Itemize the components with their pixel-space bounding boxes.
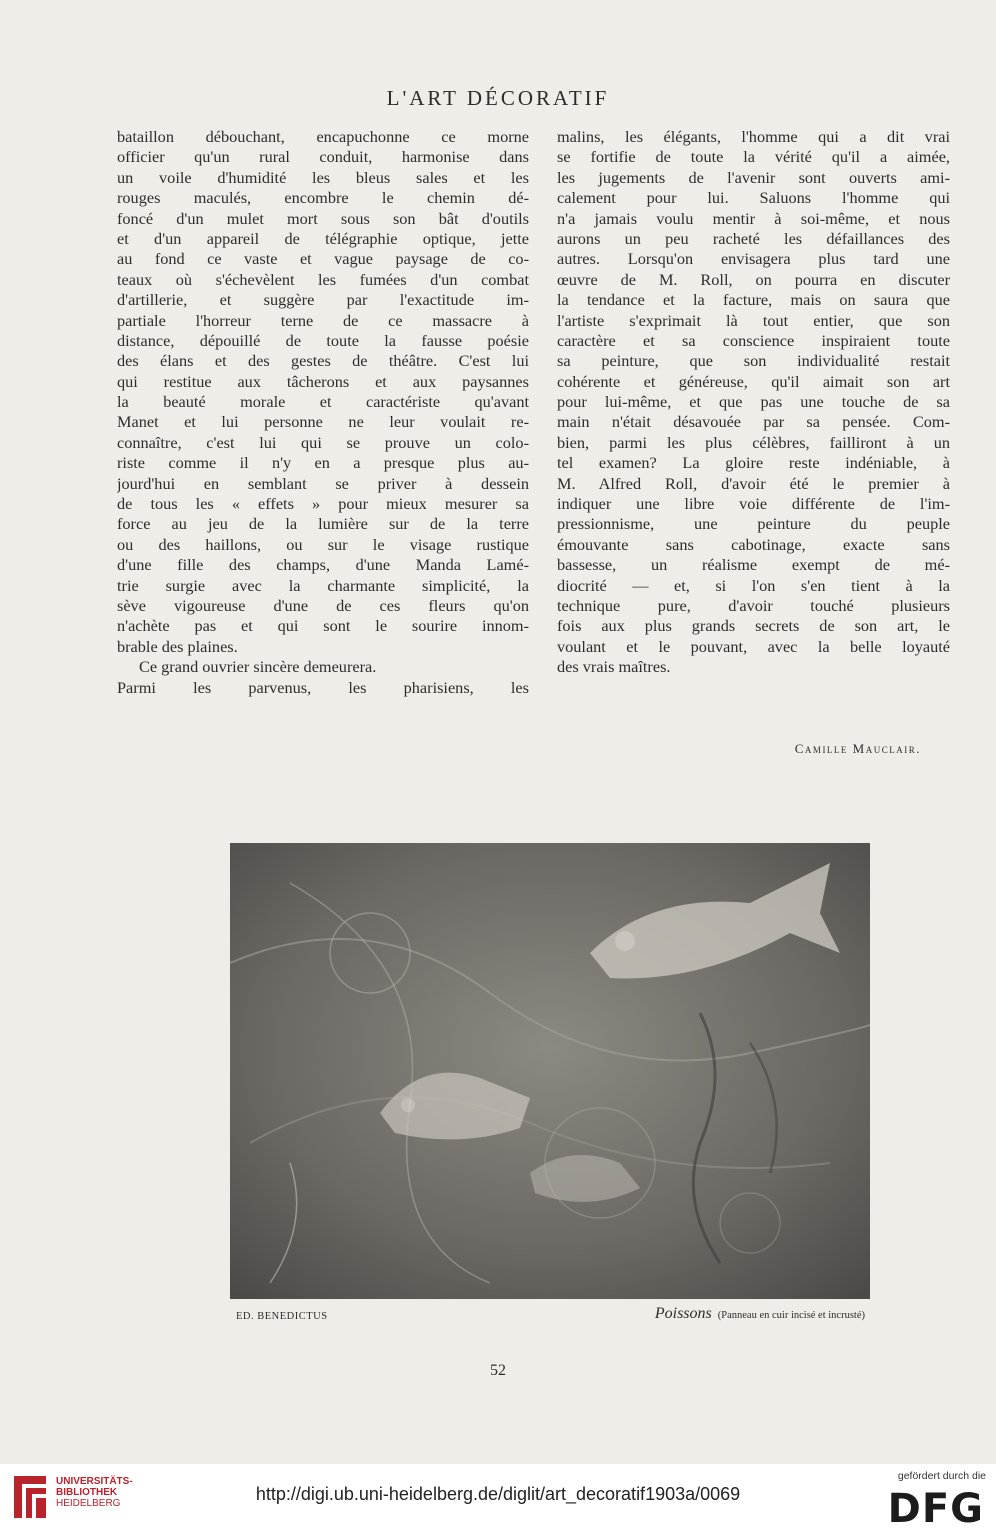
text-line: Manet et lui personne ne leur voulait re-	[117, 412, 529, 432]
text-line: l'artiste s'exprimait là tout entier, que son	[557, 310, 950, 330]
caption-artist: ED. BENEDICTUS	[236, 1311, 328, 1322]
text-line: Ce grand ouvrier sincère demeurera.	[139, 657, 377, 677]
text-line: malins, les élégants, l'homme qui a dit vrai	[557, 127, 950, 146]
text-line: des vrais maîtres.	[557, 657, 671, 677]
text-line: brable des plaines.	[117, 636, 238, 656]
text-line: teaux où s'échevèlent les fumées d'un combat	[117, 269, 529, 289]
text-line: rouges maculés, encombre le chemin dé-	[117, 188, 529, 208]
text-line: œuvre de M. Roll, on pourra en discuter	[557, 269, 950, 289]
text-line: caractère et sa conscience inspiraient toute	[557, 330, 950, 350]
fish-panel-artwork	[230, 843, 870, 1299]
text-line: diocrité — et, si l'on s'en tient à la	[557, 575, 950, 595]
text-line: bataillon débouchant, encapuchonne ce morne	[117, 127, 529, 146]
text-line: indiquer une libre voie différente de l'im-	[557, 494, 950, 514]
text-line: bien, parmi les plus célèbres, failliront à un	[557, 432, 950, 452]
text-line: d'une fille des champs, d'une Manda Lamé-	[117, 555, 529, 575]
text-line: et d'un appareil de télégraphie optique, jette	[117, 228, 529, 248]
caption-note: (Panneau en cuir incisé et incrusté)	[717, 1310, 865, 1321]
text-line: un voile d'humidité les bleus sales et les	[117, 167, 529, 187]
permalink-url[interactable]: http://digi.ub.uni-heidelberg.de/diglit/art_decoratif1903a/0069	[255, 1484, 741, 1504]
text-line: tel examen? La gloire reste indéniable, à	[557, 453, 950, 473]
caption-title	[655, 1305, 865, 1323]
funding-label: gefördert durch die	[897, 1470, 986, 1482]
text-line: technique pure, d'avoir touché plusieurs	[557, 595, 950, 615]
text-line: d'artillerie, et suggère par l'exactitude im-	[117, 290, 529, 310]
illustration-poissons	[230, 843, 870, 1299]
library-name-line3: HEIDELBERG	[56, 1498, 121, 1509]
text-line: se fortifie de toute la vérité qu'il a aimée,	[557, 147, 950, 167]
text-column-left	[117, 127, 529, 698]
text-line: voulant et le pouvant, avec la belle loyauté	[557, 636, 950, 656]
text-column-right	[557, 127, 950, 678]
text-line: pour lui-même, et que pas une touche de sa	[557, 392, 950, 412]
text-line: calement pour lui. Saluons l'homme qui	[557, 188, 950, 208]
text-line: ou des haillons, ou sur le visage rustique	[117, 534, 529, 554]
text-line: connaître, c'est lui qui se prouve un colo-	[117, 432, 529, 452]
text-line: des élans et des gestes de théâtre. C'est lui	[117, 351, 529, 371]
author-signature: Camille Mauclair.	[794, 741, 921, 756]
library-name-line1: UNIVERSITÄTS-	[56, 1476, 133, 1487]
text-line: force au jeu de la lumière sur de la terre	[117, 514, 529, 534]
text-line: de tous les « effets » pour mieux mesurer sa	[117, 494, 529, 514]
running-head: L'ART DÉCORATIF	[386, 86, 610, 110]
text-line: autres. Lorsqu'on envisagera plus tard une	[557, 249, 950, 269]
text-line: les jugements de l'avenir sont ouverts ami-	[557, 167, 950, 187]
text-line: qui restitue aux tâcherons et aux paysannes	[117, 371, 529, 391]
text-line: n'a jamais voulu mentir à soi-même, et nous	[557, 208, 950, 228]
text-line: au fond ce vaste et vague paysage de co-	[117, 249, 529, 269]
text-line: émouvante sans cabotinage, exacte sans	[557, 534, 950, 554]
text-line: pressionnisme, une peinture du peuple	[557, 514, 950, 534]
text-line: M. Alfred Roll, d'avoir été le premier à	[557, 473, 950, 493]
page-number: 52	[490, 1362, 506, 1379]
dfg-logo: DFG	[887, 1486, 984, 1532]
text-line: la beauté morale et caractériste qu'avant	[117, 392, 529, 412]
text-line: foncé d'un mulet mort sous son bât d'outils	[117, 208, 529, 228]
text-line: fois aux plus grands secrets de son art, le	[557, 616, 950, 636]
caption-work-title: Poissons	[654, 1305, 712, 1322]
text-line: sève vigoureuse d'une de ces fleurs qu'on	[117, 595, 529, 615]
text-line: bassesse, un réalisme exempt de mé-	[557, 555, 950, 575]
text-line: aurons un peu racheté les défaillances des	[557, 228, 950, 248]
text-line: n'achète pas et qui sont le sourire innom-	[117, 616, 529, 636]
text-line: officier qu'un rural conduit, harmonise dans	[117, 147, 529, 167]
text-line: partiale l'horreur terne de ce massacre à	[117, 310, 529, 330]
digitization-footer	[0, 1464, 996, 1533]
text-line: riste comme il n'y en a presque plus au-	[117, 453, 529, 473]
text-line: main n'était désavouée par sa pensée. Com-	[557, 412, 950, 432]
text-line: la tendance et la facture, mais on saura que	[557, 290, 950, 310]
text-line: distance, dépouillé de toute la fausse poésie	[117, 330, 529, 350]
text-line: cohérente et généreuse, qu'il aimait son art	[557, 371, 950, 391]
library-name-line2: BIBLIOTHEK	[56, 1487, 118, 1498]
text-line: sa peinture, que son individualité restait	[557, 351, 950, 371]
text-line: trie surgie avec la charmante simplicité, la	[117, 575, 529, 595]
text-line: Parmi les parvenus, les pharisiens, les	[117, 677, 529, 697]
text-line: jourd'hui en semblant se priver à dessein	[117, 473, 529, 493]
